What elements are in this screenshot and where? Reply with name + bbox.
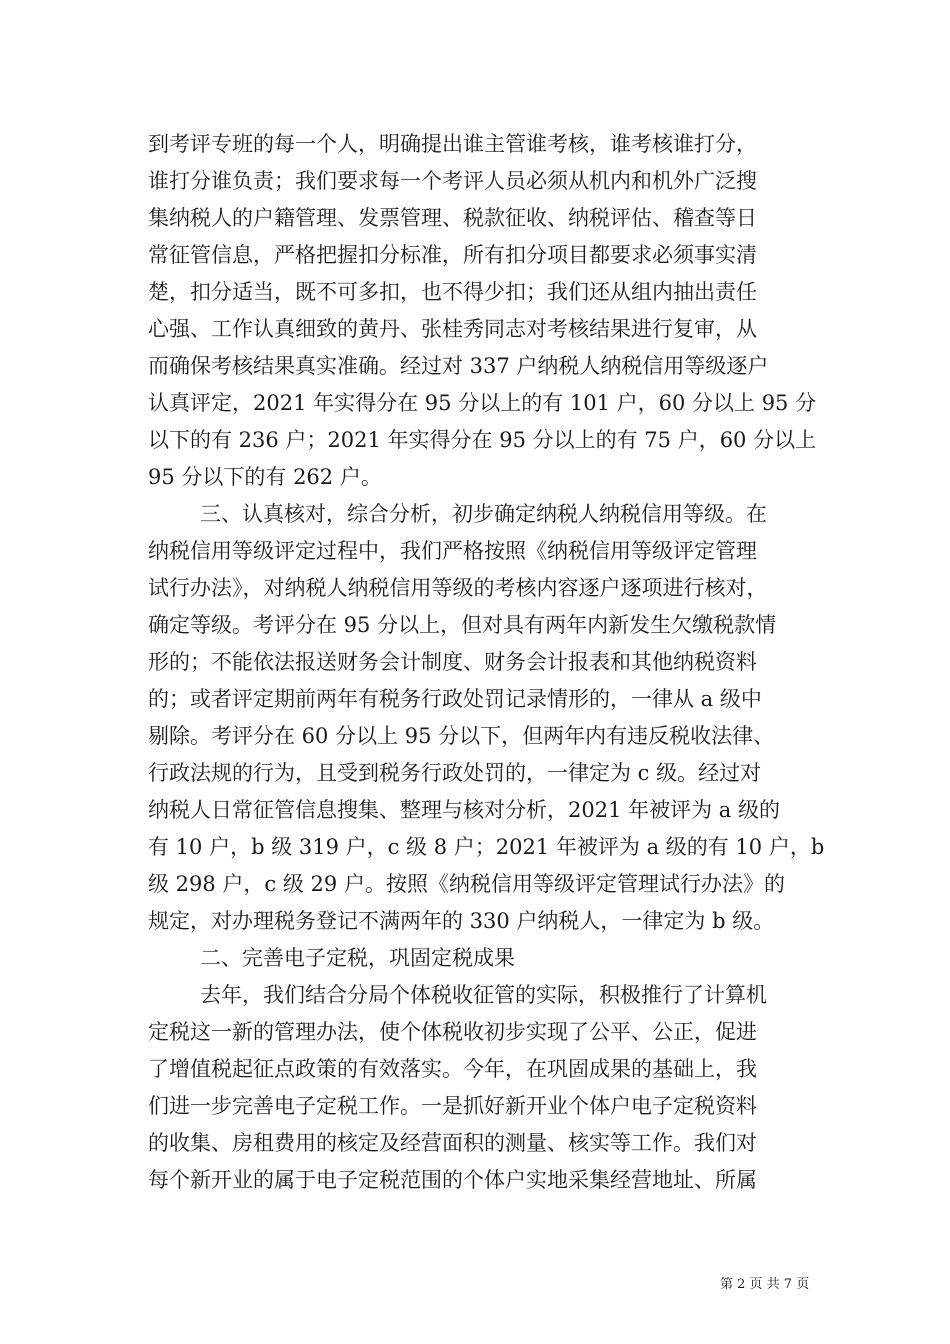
paragraph-line: 楚，扣分适当，既不可多扣，也不得少扣；我们还从组内抽出责任: [148, 280, 757, 304]
paragraph-line: 确定等级。考评分在 95 分以上，但对具有两年内新发生欠缴税款情: [148, 613, 777, 637]
paragraph-line: 级 298 户，c 级 29 户。按照《纳税信用等级评定管理试行办法》的: [148, 872, 785, 896]
paragraph-line: 剔除。考评分在 60 分以上 95 分以下，但两年内有违反税收法律、: [148, 724, 775, 748]
paragraph-line: 常征管信息，严格把握扣分标准，所有扣分项目都要求必须事实清: [148, 243, 757, 267]
paragraph-line: 三、认真核对，综合分析，初步确定纳税人纳税信用等级。在: [200, 502, 767, 526]
paragraph-line: 的收集、房租费用的核定及经营面积的测量、核实等工作。我们对: [148, 1131, 757, 1155]
paragraph-line: 去年，我们结合分局个体税收征管的实际，积极推行了计算机: [200, 983, 767, 1007]
paragraph-line: 集纳税人的户籍管理、发票管理、税款征收、纳税评估、稽查等日: [148, 206, 757, 230]
paragraph-line: 形的；不能依法报送财务会计制度、财务会计报表和其他纳税资料: [148, 650, 757, 674]
paragraph-line: 95 分以下的有 262 户。: [148, 465, 382, 489]
paragraph-line: 定税这一新的管理办法，使个体税收初步实现了公平、公正，促进: [148, 1020, 757, 1044]
paragraph-line: 规定，对办理税务登记不满两年的 330 户纳税人，一律定为 b 级。: [148, 909, 775, 933]
paragraph-line: 到考评专班的每一个人，明确提出谁主管谁考核，谁考核谁打分，: [148, 132, 757, 156]
paragraph-line: 们进一步完善电子定税工作。一是抓好新开业个体户电子定税资料: [148, 1094, 757, 1118]
paragraph-line: 而确保考核结果真实准确。经过对 337 户纳税人纳税信用等级逐户: [148, 354, 769, 378]
paragraph-line: 有 10 户，b 级 319 户，c 级 8 户；2021 年被评为 a 级的有 10 户，b: [148, 835, 825, 859]
page-number-footer: 第 2 页 共 7 页: [720, 1277, 810, 1292]
section-heading: 二、完善电子定税，巩固定税成果: [200, 946, 515, 970]
paragraph-line: 试行办法》，对纳税人纳税信用等级的考核内容逐户逐项进行核对，: [148, 576, 768, 600]
paragraph-line: 谁打分谁负责；我们要求每一个考评人员必须从机内和机外广泛搜: [148, 169, 757, 193]
paragraph-line: 认真评定，2021 年实得分在 95 分以上的有 101 户，60 分以上 95 分: [148, 391, 817, 415]
paragraph-line: 的；或者评定期前两年有税务行政处罚记录情形的，一律从 a 级中: [148, 687, 762, 711]
paragraph-line: 纳税信用等级评定过程中，我们严格按照《纳税信用等级评定管理: [148, 539, 757, 563]
paragraph-line: 每个新开业的属于电子定税范围的个体户实地采集经营地址、所属: [148, 1168, 757, 1192]
paragraph-line: 了增值税起征点政策的有效落实。今年，在巩固成果的基础上，我: [148, 1057, 757, 1081]
paragraph-line: 行政法规的行为，且受到税务行政处罚的，一律定为 c 级。经过对: [148, 761, 762, 785]
paragraph-line: 纳税人日常征管信息搜集、整理与核对分析，2021 年被评为 a 级的: [148, 798, 780, 822]
paragraph-line: 以下的有 236 户；2021 年实得分在 95 分以上的有 75 户，60 分以上: [148, 428, 817, 452]
paragraph-line: 心强、工作认真细致的黄丹、张桂秀同志对考核结果进行复审，从: [148, 317, 757, 341]
